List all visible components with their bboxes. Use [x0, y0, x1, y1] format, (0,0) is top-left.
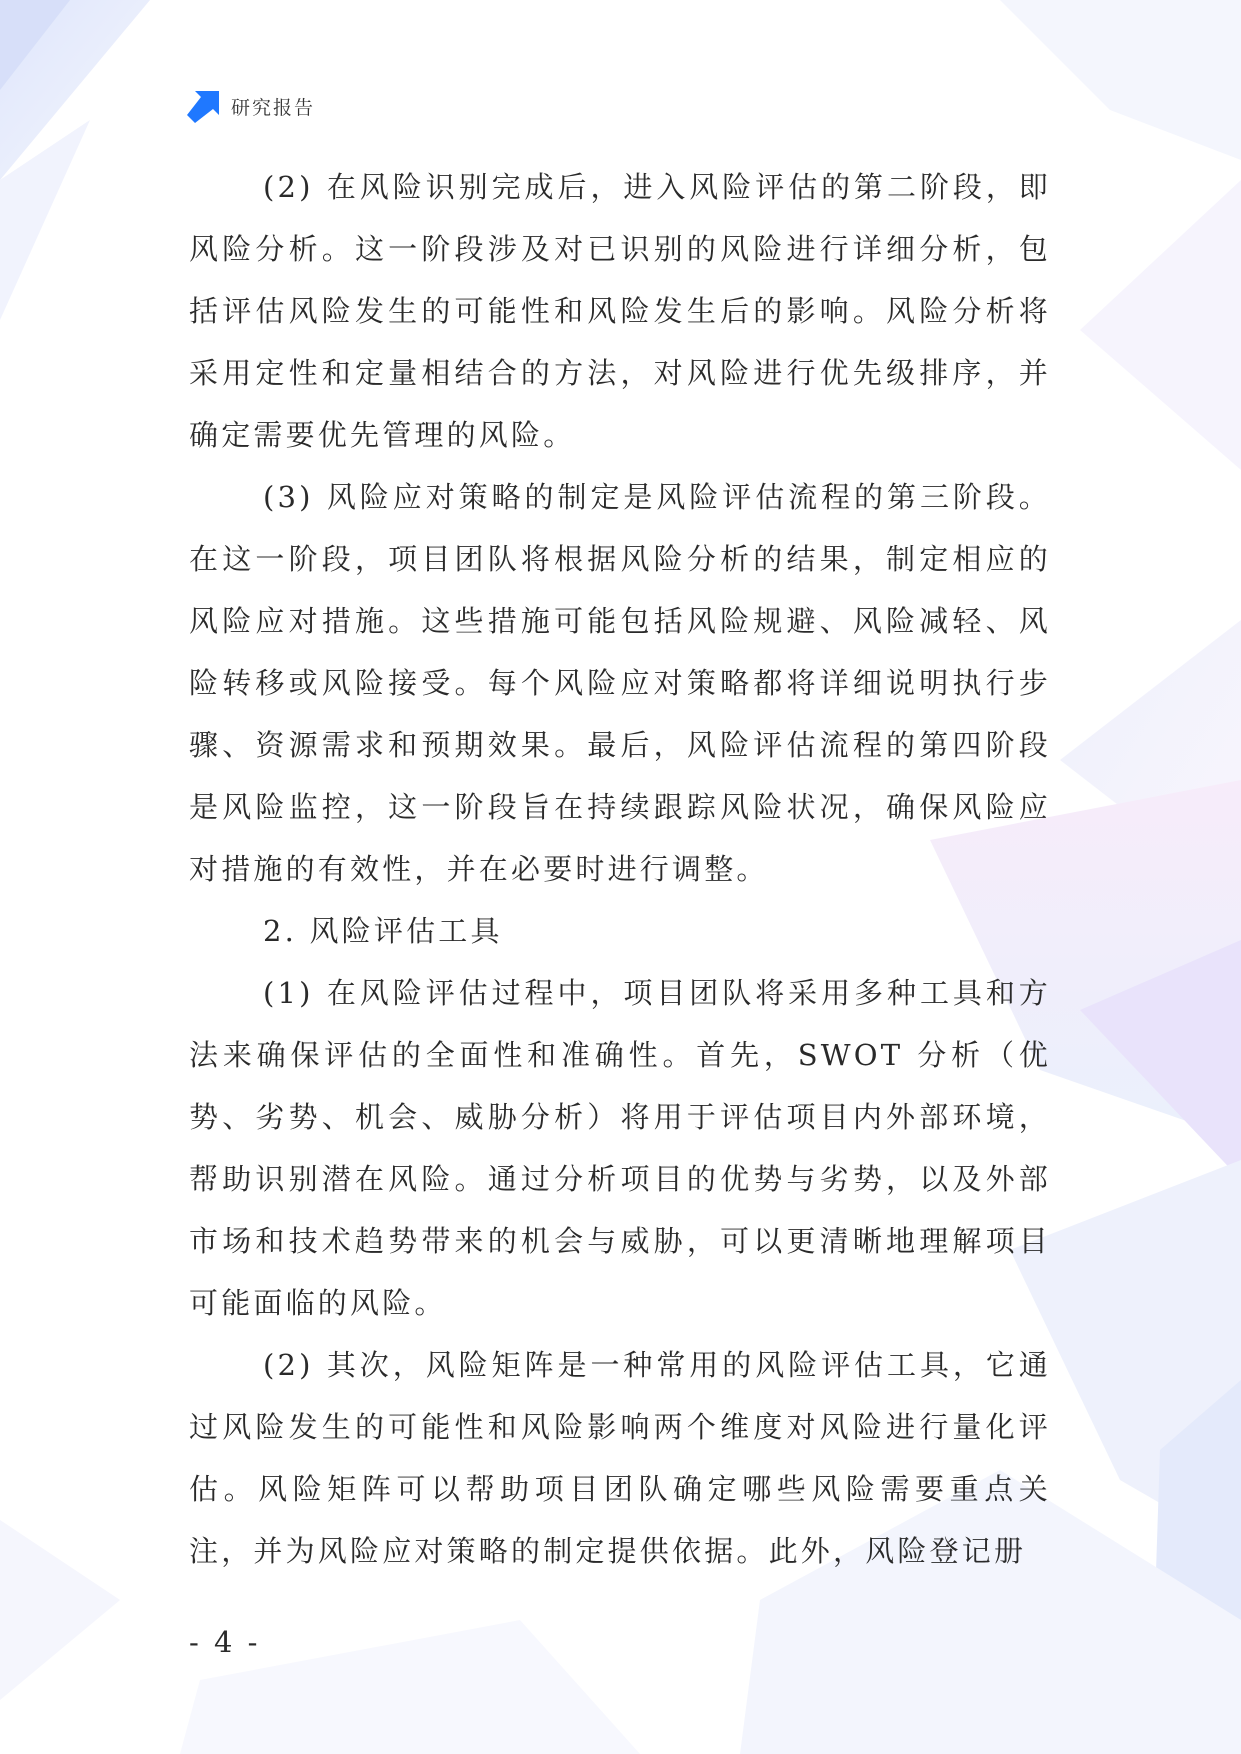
paragraph-swot-analysis: (1) 在风险评估过程中，项目团队将采用多种工具和方法来确保评估的全面性和准确性。首先，SWOT 分析（优势、劣势、机会、威胁分析）将用于评估项目内外部环境，帮助识别潜在风险。通过分析项目的优势与劣势，以及外部市场和技术趋势带来的机会与威胁，可以更清晰地理解项目可能面临的风险。	[189, 976, 1051, 1320]
header-title: 研究报告	[231, 96, 316, 119]
section-heading: 2. 风险评估工具	[263, 914, 503, 948]
document-body	[189, 156, 1051, 1582]
page-header	[187, 88, 315, 124]
paragraph-risk-matrix: (2) 其次，风险矩阵是一种常用的风险评估工具，它通过风险发生的可能性和风险影响两个维度对风险进行量化评估。风险矩阵可以帮助项目团队确定哪些风险需要重点关注，并为风险应对策略的制定提供依据。此外，风险登记册	[189, 1348, 1051, 1568]
paragraph-risk-analysis: (2) 在风险识别完成后，进入风险评估的第二阶段，即风险分析。这一阶段涉及对已识别的风险进行详细分析，包括评估风险发生的可能性和风险发生后的影响。风险分析将采用定性和定量相结合的方法，对风险进行优先级排序，并确定需要优先管理的风险。	[189, 170, 1051, 452]
arrow-up-right-icon	[187, 89, 221, 123]
paragraph-risk-response: (3) 风险应对策略的制定是风险评估流程的第三阶段。在这一阶段，项目团队将根据风险分析的结果，制定相应的风险应对措施。这些措施可能包括风险规避、风险减轻、风险转移或风险接受。每个风险应对策略都将详细说明执行步骤、资源需求和预期效果。最后，风险评估流程的第四阶段是风险监控，这一阶段旨在持续跟踪风险状况，确保风险应对措施的有效性，并在必要时进行调整。	[189, 480, 1051, 886]
page-number: - 4 -	[189, 1625, 261, 1659]
